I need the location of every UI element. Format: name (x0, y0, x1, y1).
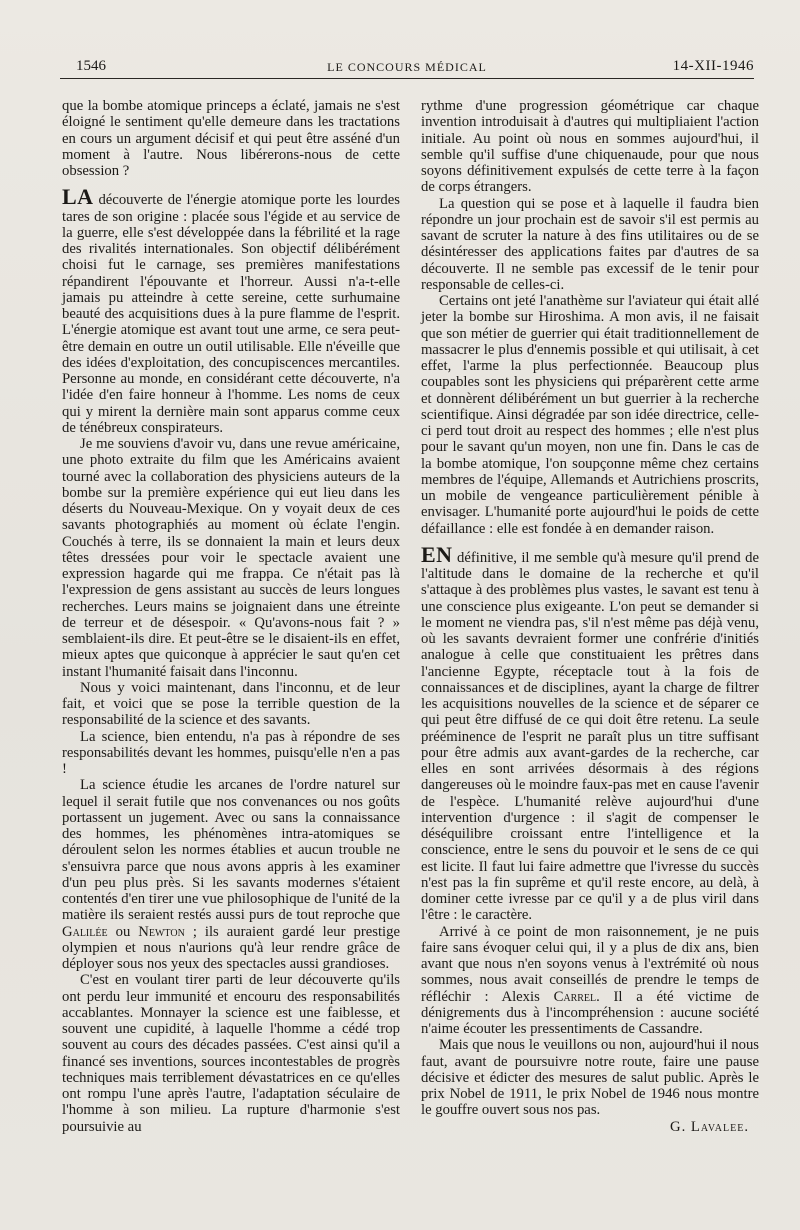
page-header (60, 56, 754, 79)
section-initial: LA (62, 184, 94, 210)
page-number: 1546 (76, 58, 106, 74)
paragraph: C'est en voulant tirer parti de leur découverte qu'ils ont perdu leur immunité et encouru des responsabilités accablantes. Monnayer la science est une faiblesse, et souvent une cupidité, à laquelle l'homme a cédé trop souvent au cours des décades passées. C'est ainsi qu'il a financé ses inventions, sources incontestables de progrès techniques mais terriblement dévastatrices en ce qu'elles ont rompu l'une après l'autre, l'adaptation séculaire de l'homme à son milieu. La rupture d'harmonie s'est poursuivie au (62, 972, 400, 1135)
section-paragraph (421, 541, 760, 924)
section-paragraph (62, 184, 400, 436)
paragraph (62, 777, 400, 972)
section-initial: EN (421, 541, 453, 567)
name-newton: Newton (138, 923, 185, 940)
paragraph-text: Arrivé à ce point de mon raisonnement, je ne puis faire sans évoquer celui qui, il y a plus de dix ans, bien avant que nous n'en soyons venus à l'extrémité où nous sommes, nous avait conseillés de prendre le temps de réfléchir : Alexis (421, 923, 759, 1005)
signature-text: G. Lavalee. (669, 1118, 749, 1135)
right-column (421, 98, 759, 1135)
paragraph: Certains ont jeté l'anathème sur l'aviateur qui était allé jeter la bombe sur Hiroshima. A mon avis, il ne faisait que son métier de guerrier qui était traditionnellement de massacrer le plus d'ennemis possible et qui utilisait, à cet effet, l'arme la plus perfectionnée. Beaucoup plus coupables sont les physiciens qui préparèrent cette arme et donnèrent délibérément un but guerrier à la recherche scientifique. Ainsi dégradée par son idée directrice, celle-ci perd tout droit au respect des hommes ; elle n'est plus pour le savant qu'un moyen, non une fin. Dans le cas de la bombe atomique, l'on soupçonne même chez certains membres de l'équipe, Allemands et Autrichiens proscrits, un mobile de vengeance particulièrement pénible à envisager. L'humanité porte aujourd'hui le poids de cette défaillance : elle est fondée à en demander raison. (421, 293, 759, 537)
left-column (62, 98, 400, 1135)
issue-date: 14-XII-1946 (672, 58, 754, 74)
paragraph-text: ou (115, 923, 131, 940)
paragraph-text: La science étudie les arcanes de l'ordre naturel sur lequel il serait futile que nos convenances ou nos goûts portassent un jugement. Avec ou sans la connaissance des hommes, les phénomènes intra-atomiques se déroulent selon les normes établies et aucun trouble ne s'ensuivra parce que nous avons appris à les examiner d'un peu plus près. Si les savants modernes s'étaient contentés d'en tirer une vue philosophique de l'unité de la matière ils seraient restés aussi purs de tout reproche que (62, 777, 400, 924)
paragraph: La question qui se pose et à laquelle il faudra bien répondre un jour prochain est de savoir s'il est permis au savant de scruter la nature à des fins utilitaires ou de se désintéresser des applications faites par d'autres de sa découverte. Il ne semble pas excessif de le tenir pour responsable de celles-ci. (421, 195, 759, 293)
paragraph: rythme d'une progression géométrique car chaque invention introduisait à d'autres qui multipliaient l'action initiale. Au point où nous en sommes aujourd'hui, il semble qu'il suffise d'une chiquenaude, pour que nous soyons définitivement expulsés de cette terre à la façon de corps étrangers. (421, 98, 759, 196)
name-carrel: Carrel (553, 988, 597, 1005)
paragraph-text: découverte de l'énergie atomique porte les lourdes tares de son origine : placée sous l'égide et au service de la guerre, elle s'est développée dans la fébrilité et la rage des rivalités internationales. Son objectif délibérément choisi fut le carnage, ses premières manifestations répandirent l'épouvante et l'horreur. Aussi n'a-t-elle jamais pu atteindre à cette sereine, cette surhumaine beauté des acquisitions dues à la pure flamme de l'esprit. L'énergie atomique est avant tout une arme, ce sera peut-être demain en outre un outil utilisable. Elle n'éveille que des idées d'exploitation, des concupiscences mercantiles. Personne au monde, en considérant cette découverte, n'a l'idée d'en faire honneur à l'homme. Les noms de ceux qui y mirent la dernière main sont apparus comme ceux de ténébreux conspirateurs. (62, 192, 400, 436)
journal-title: LE CONCOURS MÉDICAL (327, 60, 487, 74)
paragraph-text: définitive, il me semble qu'à mesure qu'il prend de l'altitude dans le domaine de la recherche et qu'il s'attaque à des problèmes plus vastes, le savant est tenu à une conscience plus exigeante. L'on peut se demander si le moment ne viendra pas, s'il n'est même pas déjà venu, où les savants devraient former une confrérie d'initiés analogue à celle que constituaient les prêtres dans l'ancienne Egypte, réceptacle tout à la fois de connaissances et de disciplines, ayant la charge de filtrer les acquisitions nouvelles de la science et de séparer ce qui peut être diffusé de ce qui doit être retenu. La seule prééminence de l'esprit ne paraît plus un titre suffisant pour être admis aux avant-gardes de la recherche, car elles en sont arrivées désormais à des régions dangereuses où le moindre faux-pas met en cause l'avenir de l'espèce. L'humanité relève aujourd'hui d'une intervention d'urgence : il s'agit de compenser le déséquilibre croissant entre l'intelligence et la conscience, entre le sens du pouvoir et le sens de ce qui est licite. Il faut lui faire admettre que l'ivresse du succès n'est pas la fin suprême et qu'il reste encore, au delà, à dominer cette ivresse par ce qu'il y a de plus viril dans l'être : le caractère. (421, 549, 760, 924)
paragraph: La science, bien entendu, n'a pas à répondre de ses responsabilités devant les hommes, puisqu'elle n'en a pas ! (62, 728, 400, 777)
paragraph: Mais que nous le veuillons ou non, aujourd'hui il nous faut, avant de poursuivre notre route, faire une pause décisive et édicter des mesures de salut public. Après le prix Nobel de 1911, le prix Nobel de 1946 nous montre le gouffre ouvert sous nos pas. (421, 1037, 759, 1119)
paragraph: que la bombe atomique princeps a éclaté, jamais ne s'est éloigné le sentiment qu'elle demeure dans les tractations en cours un argument décisif et qui peut être asséné d'un moment à l'autre. Nous libérerons-nous de cette obsession ? (62, 98, 400, 179)
paragraph: Nous y voici maintenant, dans l'inconnu, et de leur fait, et voici que se pose la terrible question de la responsabilité de la science et des savants. (62, 679, 400, 729)
author-signature (421, 1119, 759, 1135)
name-galilee: Galilée (62, 923, 108, 940)
paragraph (421, 924, 759, 1038)
paragraph: Je me souviens d'avoir vu, dans une revue américaine, une photo extraite du film que les Américains avaient tourné avec la collaboration des physiciens auteurs de la bombe sur la première expérience qui eut lieu dans les déserts du Nouveau-Mexique. On y voyait deux de ces savants photographiés au moment où éclate l'engin. Couchés à terre, ils se donnaient la main et leurs deux têtes dressées pour voir le spectacle avaient une expression hagarde qui me frappa. Ce n'était pas là l'expression de gens assistant au succès de leurs longues recherches. Leurs mains se joignaient dans une étreinte de terreur et de désespoir. « Qu'avons-nous fait ? » semblaient-ils dire. Et peut-être se le disaient-ils en effet, mieux aptes que quiconque à apprécier le saut qu'en cet instant l'humanité faisait dans l'inconnu. (62, 436, 400, 680)
paragraph-text: . Il a été victime de dénigrements dus à l'incompréhension : aucune société n'aime écouter les pressentiments de Cassandre. (421, 988, 759, 1037)
paragraph-text: ; ils auraient gardé leur prestige olympien et nous n'aurions qu'à leur rendre grâce de déployer sous nos yeux des spectacles aussi grandioses. (62, 923, 401, 972)
